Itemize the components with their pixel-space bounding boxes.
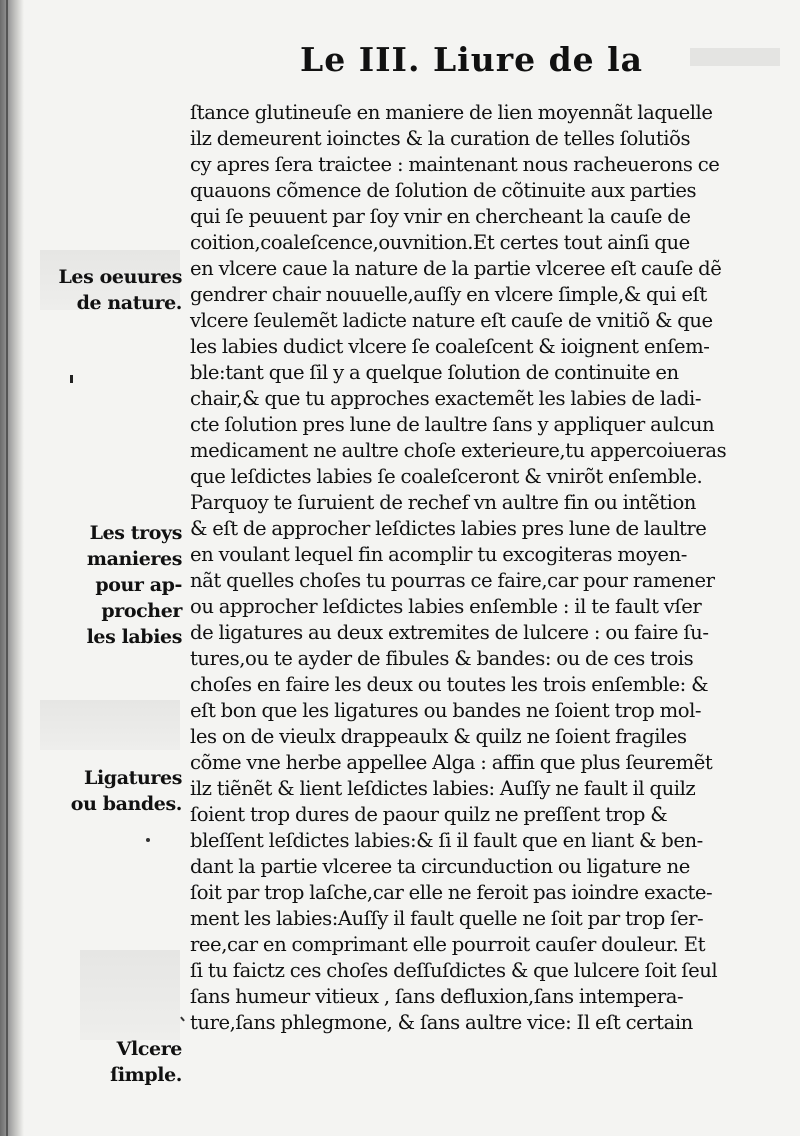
text-line: ſi tu faictz ces choſes deſſuſdictes & que lulcere ſoit ſeul	[190, 959, 718, 982]
margin-note-line: Vlcere	[116, 1038, 182, 1060]
text-line: ſoit par trop laſche,car elle ne feroit pas ioindre exacte-	[190, 881, 713, 904]
margin-note-line: Ligatures	[84, 767, 182, 789]
text-line: ſtance glutineuſe en maniere de lien moyennãt laquelle	[190, 101, 713, 124]
margin-note-line: Les oeuures	[58, 266, 182, 288]
text-line: en vlcere caue la nature de la partie vlceree eſt cauſe dẽ	[190, 257, 722, 280]
text-line: ſoient trop dures de paour quilz ne preſſent trop &	[190, 803, 668, 826]
text-line: de ligatures au deux extremites de lulcere : ou faire ſu-	[190, 621, 709, 644]
running-header: Le III. Liure de la	[300, 40, 644, 79]
margin-note	[58, 264, 182, 316]
text-line: bleſſent leſdictes labies:& ſi il fault que en liant & ben-	[190, 829, 703, 852]
margin-note-line: ou bandes.	[70, 793, 182, 815]
text-line: chair,& que tu approches exactemẽt les labies de ladi-	[190, 387, 702, 410]
text-line: eſt bon que les ligatures ou bandes ne ſoient trop mol-	[190, 699, 702, 722]
ink-speck	[146, 838, 150, 842]
margin-note	[110, 1036, 182, 1088]
text-line: ture,ſans phlegmone, & ſans aultre vice: Il eſt certain	[190, 1011, 693, 1034]
text-line: ree,car en comprimant elle pourroit cauſer douleur. Et	[190, 933, 705, 956]
text-line: les labies dudict vlcere ſe coaleſcent & ioignent enſem-	[190, 335, 710, 358]
margin-note-line: les labies	[86, 626, 182, 648]
margin-note-line: de nature.	[76, 292, 182, 314]
text-line: ilz demeurent ioinctes & la curation de telles ſolutiõs	[190, 127, 691, 150]
text-line: ble:tant que ſil y a quelque ſolution de continuite en	[190, 361, 679, 384]
text-line: medicament ne aultre choſe exterieure,tu appercoiueras	[190, 439, 727, 462]
text-line: cy apres ſera traictee : maintenant nous racheuerons ce	[190, 153, 720, 176]
text-line: & eſt de approcher leſdictes labies pres lune de laultre	[190, 517, 707, 540]
text-line: ment les labies:Auſſy il fault quelle ne ſoit par trop ſer-	[190, 907, 704, 930]
text-line: tures,ou te ayder de fibules & bandes: ou de ces trois	[190, 647, 694, 670]
margin-note-line: Les troys	[89, 522, 182, 544]
text-line: qui ſe peuuent par ſoy vnir en chercheant la cauſe de	[190, 205, 691, 228]
margin-note-line: manieres	[86, 548, 182, 570]
body-text	[190, 100, 780, 1036]
text-line: coition,coaleſcence,ouvnition.Et certes tout ainſi que	[190, 231, 690, 254]
text-line: ou approcher leſdictes labies enſemble : il te fault vſer	[190, 595, 702, 618]
text-line: Parquoy te ſuruient de rechef vn aultre fin ou intẽtion	[190, 491, 696, 514]
text-line: gendrer chair nouuelle,auſſy en vlcere ſimple,& qui eſt	[190, 283, 707, 306]
text-line: choſes en faire les deux ou toutes les trois enſemble: &	[190, 673, 709, 696]
text-line: vlcere ſeulemẽt ladicte nature eſt cauſe de vnitiõ & que	[190, 309, 713, 332]
ink-speck	[70, 375, 73, 383]
text-line: ſans humeur vitieux , ſans defluxion,ſans intempera-	[190, 985, 684, 1008]
margin-note-line: procher	[101, 600, 182, 622]
margin-note	[87, 520, 182, 650]
text-line: nãt quelles choſes tu pourras ce faire,car pour ramener	[190, 569, 715, 592]
text-line: ilz tiẽnẽt & lient leſdictes labies: Auſſy ne fault il quilz	[190, 777, 696, 800]
text-line: en voulant lequel fin acomplir tu excogiteras moyen-	[190, 543, 687, 566]
text-line: cõme vne herbe appellee Alga : affin que plus ſeuremẽt	[190, 751, 713, 774]
margin-note-line: pour ap-	[95, 574, 182, 596]
margin-note	[71, 765, 182, 817]
text-line: quauons cõmence de ſolution de cõtinuite aux parties	[190, 179, 697, 202]
margin-note-line: ſimple.	[110, 1064, 182, 1086]
text-line: que leſdictes labies ſe coaleſceront & vnirõt enſemble.	[190, 465, 703, 488]
margin-notes	[0, 0, 182, 1136]
show-through-mark	[690, 48, 780, 66]
text-line: dant la partie vlceree ta circunduction ou ligature ne	[190, 855, 690, 878]
text-line: cte ſolution pres lune de laultre ſans y appliquer aulcun	[190, 413, 715, 436]
text-line: les on de vieulx drappeaulx & quilz ne ſoient fragiles	[190, 725, 687, 748]
